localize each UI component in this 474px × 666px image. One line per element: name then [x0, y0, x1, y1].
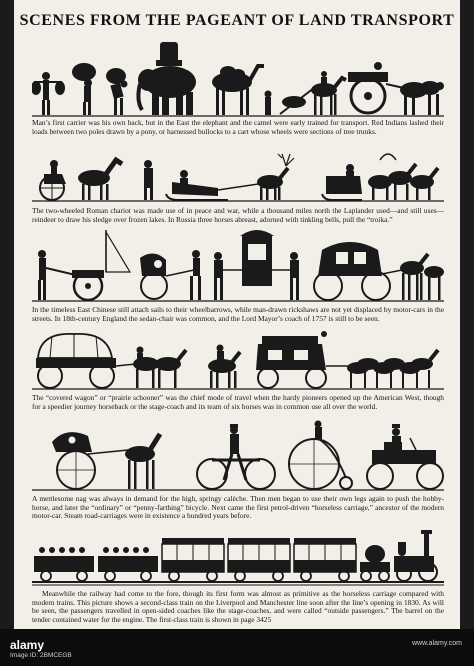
illustration-early-train — [32, 530, 444, 586]
stock-site-link[interactable]: www.alamy.com — [411, 640, 462, 647]
stock-logo: alamy — [10, 638, 45, 652]
book-page — [14, 0, 460, 629]
illustration-caleche-bicycles-motorcar — [32, 420, 444, 492]
caption-barrow-rickshaw-sedan-coach: In the timeless East Chinese still attach sails to their wheelbarrows, while man-drawn rickshaws are not yet displaced by motor-cars in the streets. In 18th-century England the sedan-chair was common, and the Lord Mayor’s coach of 1757 is still to be seen. — [32, 305, 444, 323]
illustration-chariot-sledge-troika — [32, 144, 444, 204]
stock-footer-bar — [0, 629, 474, 666]
illustration-wagon-stagecoach — [32, 328, 444, 392]
caption-wagon-stagecoach: The “covered wagon” or “prairie schooner” was the chief mode of travel when the hardy pioneers opened up the American West, though for a speedier journey horseback or the stage-coach and its team of six horses was in common use all over the world. — [32, 393, 444, 411]
caption-early-train: Meanwhile the railway had come to the fore, though its first form was almost as primitive as the horseless carriage compared with modern trains. This picture shows a second-class train on the Liverpool and Manchester line soon after the line’s opening in 1830. As will be seen, the passengers travelled in open-sided coaches like the stage-coaches, and were called “outside passengers.” The barrel on the tender contained water for the engine. The first-class train is shown in page 3425 — [32, 589, 444, 625]
caption-caleche-bicycles-motorcar: A mettlesome nag was always in demand for the high, springy calèche. Then men began to use their own legs again to push the hobby-horse, and later the “ordinary” or “penny-farthing” bicycle. Next came the first petrol-driven “horseless carriage,” ancestor of the modern motor-car. Steam road-carriages were in existence a hundred years before. — [32, 494, 444, 521]
caption-chariot-sledge-troika: The two-wheeled Roman chariot was made use of in peace and war, while a thousand miles north the Laplander used—and still uses—reindeer to draw his sledge over frozen lakes. In Russia three horses abreast, adorned with tinkling bells, pull the “troika.” — [32, 206, 444, 224]
image-id-label: Image ID: 2BMCEGB — [10, 652, 72, 659]
page-title: SCENES FROM THE PAGEANT OF LAND TRANSPORT — [19, 12, 455, 29]
illustration-barrow-rickshaw-sedan-coach — [32, 224, 444, 304]
illustration-early-carriers — [32, 36, 444, 118]
caption-early-carriers: Man’s first carrier was his own back, but in the East the elephant and the camel were early trained for transport. Red Indians lashed their loads between two poles drawn by a pony, or harnessed bullocks to a cart whose wheels were sections of tree trunks. — [32, 118, 444, 136]
